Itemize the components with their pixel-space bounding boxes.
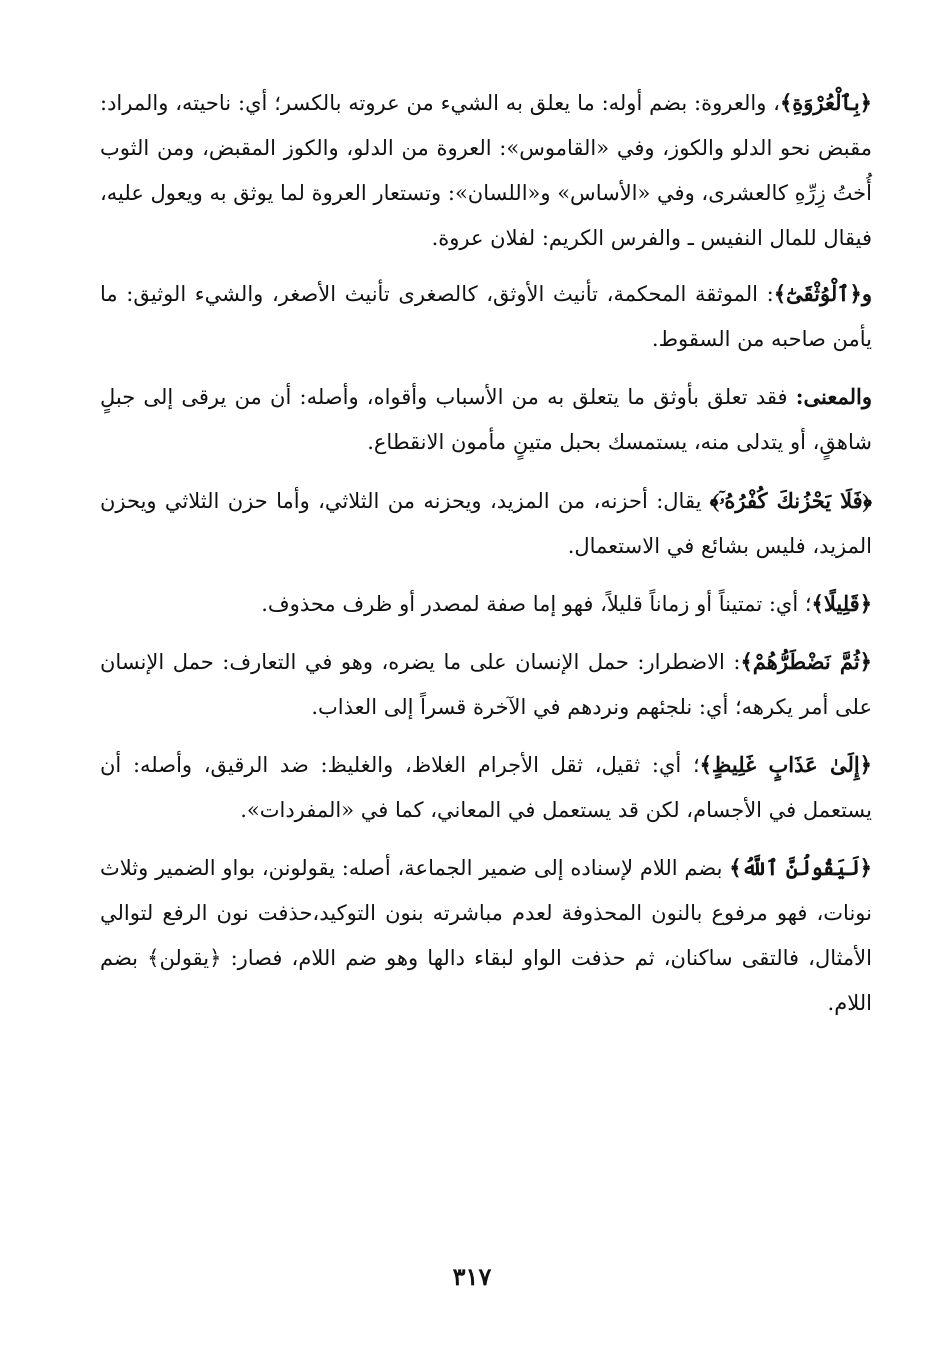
meaning-label: والمعنى:: [795, 384, 872, 409]
page-number: ٣١٧: [452, 1262, 492, 1291]
quran-term: و﴿ٱلْوُثْقَىٰٓ﴾: [773, 281, 872, 306]
paragraph-text: : الاضطرار: حمل الإنسان على ما يضره، وهو في التعارف: حمل الإنسان على أمر يكرهه؛ أي: نلجئهم ونردهم في الآخرة قسراً إلى العذاب.: [100, 650, 872, 719]
paragraph-meaning: [100, 374, 872, 465]
paragraph-text: ، والعروة: بضم أوله: ما يعلق به الشيء من عروته بالكسر؛ أي: ناحيته، والمراد: مقبض نحو الدلو والكوز، وفي «القاموس»: العروة من الدلو، والكوز المقبض، ومن الثوب أُختُ زِرِّهِ كالعشرى، وفي «الأساس» و«اللسان»: وتستعار العروة لما يوثق به ويعول عليه، فيقال للمال النفيس ـ والفرس الكريم: لفلان عروة.: [100, 91, 872, 250]
paragraph-qalilan: [100, 581, 872, 627]
paragraph-urwa: [100, 80, 872, 261]
paragraph-text: بضم اللام لإسناده إلى ضمير الجماعة، أصله: يقولونن، بواو الضمير وثلاث نونات، فهو مرفوع بالنون المحذوفة لعدم مباشرته بنون التوكيد،حذفت نون الرفع لتوالي الأمثال، فالتقى ساكنان، ثم حذفت الواو لبقاء دالها وهو ضم اللام، فصار: ﴿يقولن﴾ بضم اللام.: [100, 856, 872, 1015]
paragraph-wuthqa: [100, 271, 872, 362]
paragraph-text: يقال: أحزنه، من المزيد، ويحزنه من الثلاثي، وأما حزن الثلاثي ويحزن المزيد، فليس بشائع في الاستعمال.: [100, 489, 872, 558]
quran-term: ﴿لَيَقُولُنَّ ٱللَّهُ﴾: [729, 855, 872, 880]
quran-term: ﴿قَلِيلًا﴾: [811, 591, 872, 616]
paragraph-text: ؛ أي: ثقيل، ثقل الأجرام الغلاظ، والغليظ: ضد الرقيق، وأصله: أن يستعمل في الأجسام، لكن قد يستعمل في المعاني، كما في «المفردات».: [100, 753, 872, 822]
quran-term: ﴿بِٱلْعُرْوَةِ﴾: [779, 90, 872, 115]
quran-term: ﴿ثُمَّ نَضْطَرُّهُمْ﴾: [740, 649, 872, 674]
paragraph-text: ؛ أي: تمتيناً أو زماناً قليلاً، فهو إما صفة لمصدر أو ظرف محذوف.: [261, 592, 812, 616]
quran-term: ﴿فَلَا يَحْزُنكَ كُفْرُهُۥٓ﴾: [709, 488, 872, 513]
paragraph-layaqulunna: [100, 845, 872, 1026]
paragraph-yahzunka: [100, 478, 872, 569]
paragraph-ghaliz: [100, 742, 872, 833]
quran-term: ﴿إِلَىٰ عَذَابٍ غَلِيظٍ﴾: [699, 752, 872, 777]
paragraph-nadtarruhum: [100, 639, 872, 730]
paragraph-text: : الموثقة المحكمة، تأنيث الأوثق، كالصغرى تأنيث الأصغر، والشيء الوثيق: ما يأمن صاحبه من السقوط.: [100, 282, 872, 351]
page-body: [100, 80, 872, 1310]
paragraph-text: فقد تعلق بأوثق ما يتعلق به من الأسباب وأقواه، وأصله: أن من يرقى إلى جبلٍ شاهقٍ، أو يتدلى منه، يستمسك بحبل متينٍ مأمون الانقطاع.: [100, 385, 872, 454]
